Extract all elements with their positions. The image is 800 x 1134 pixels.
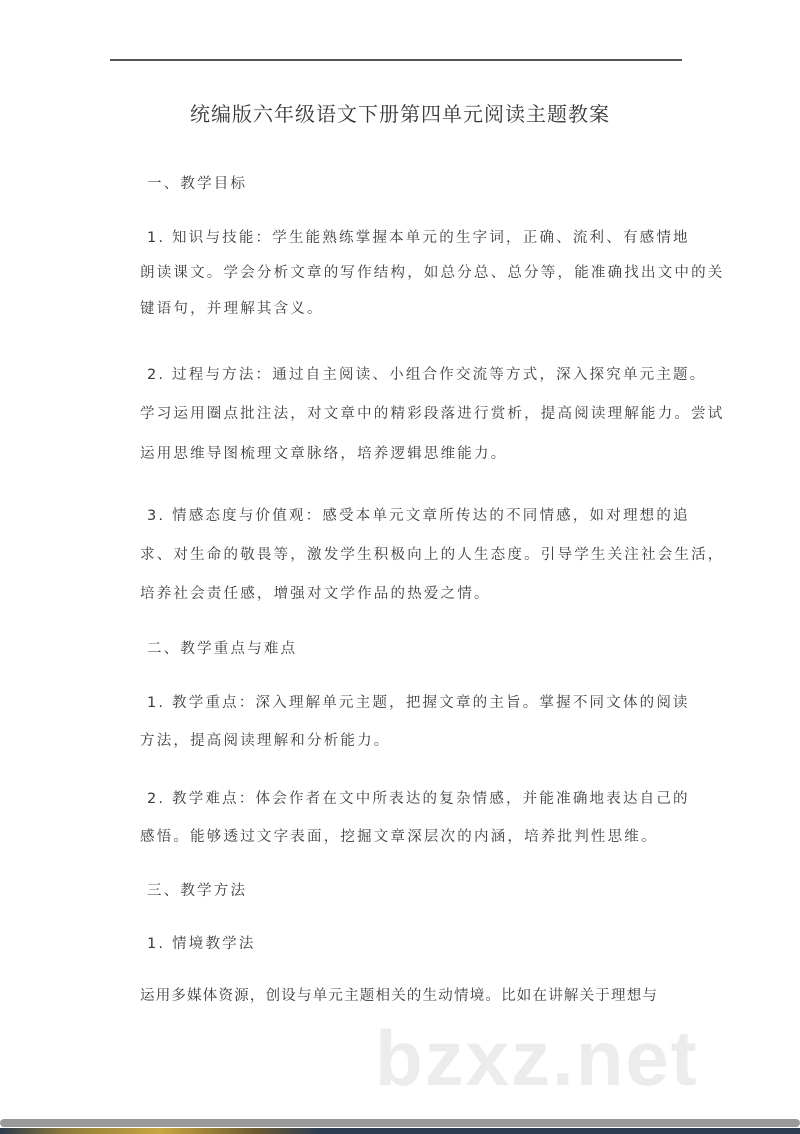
paragraph-line: 感悟。能够透过文字表面，挖掘文章深层次的内涵，培养批判性思维。 [140, 829, 658, 845]
paragraph-line: 1. 知识与技能：学生能熟练掌握本单元的生字词，正确、流利、有感情地 [147, 230, 690, 246]
section-heading: 一、教学目标 [147, 176, 248, 192]
paragraph-line: 学习运用圈点批注法，对文章中的精彩段落进行赏析，提高阅读理解能力。尝试 [140, 406, 725, 422]
subsection-heading: 1. 情境教学法 [147, 936, 256, 952]
background-strip [0, 1128, 800, 1134]
paragraph-line: 1. 教学重点：深入理解单元主题，把握文章的主旨。掌握不同文体的阅读 [147, 695, 690, 711]
paragraph-line: 朗读课文。学会分析文章的写作结构，如总分总、总分等，能准确找出文中的关 [140, 265, 725, 281]
paragraph-line: 求、对生命的敬畏等，激发学生积极向上的人生态度。引导学生关注社会生活， [140, 547, 725, 563]
paragraph-line: 2. 教学难点：体会作者在文中所表达的复杂情感，并能准确地表达自己的 [147, 791, 690, 807]
paragraph-line: 2. 过程与方法：通过自主阅读、小组合作交流等方式，深入探究单元主题。 [147, 367, 707, 383]
paragraph-line: 3. 情感态度与价值观：感受本单元文章所传达的不同情感，如对理想的追 [147, 508, 690, 524]
paragraph-line: 方法，提高阅读理解和分析能力。 [140, 733, 391, 749]
document-title: 统编版六年级语文下册第四单元阅读主题教案 [190, 102, 610, 126]
paragraph-line: 运用多媒体资源，创设与单元主题相关的生动情境。比如在讲解关于理想与 [140, 988, 659, 1004]
paragraph-line: 键语句，并理解其含义。 [140, 301, 324, 317]
paragraph-line: 运用思维导图梳理文章脉络，培养逻辑思维能力。 [140, 446, 508, 462]
section-heading: 二、教学重点与难点 [147, 641, 298, 657]
paragraph-line: 培养社会责任感，增强对文学作品的热爱之情。 [140, 586, 491, 602]
watermark: bzxz.net [375, 1014, 699, 1102]
horizontal-scrollbar[interactable] [0, 1119, 800, 1127]
section-heading: 三、教学方法 [147, 883, 248, 899]
header-rule [110, 59, 682, 61]
